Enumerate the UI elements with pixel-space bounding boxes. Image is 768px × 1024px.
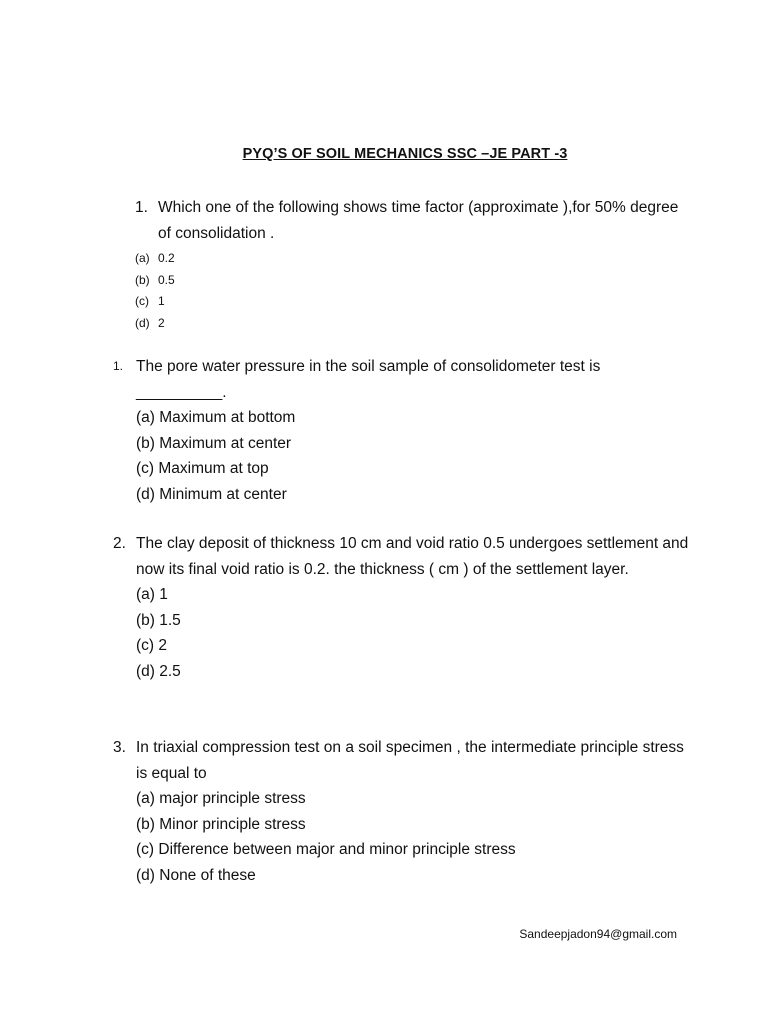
option-item <box>135 270 695 292</box>
option-item: (d) None of these <box>136 866 256 884</box>
option-value: 0.5 <box>158 272 175 287</box>
option-item: (a) Maximum at bottom <box>136 409 296 426</box>
question-number: 1. <box>113 359 124 373</box>
option-item: (d) Minimum at center <box>136 485 287 503</box>
question-block <box>113 735 693 888</box>
question-text: The clay deposit of thickness 10 cm and void ratio 0.5 undergoes settlement and now its final void ratio is 0.2. the thickness ( cm ) of the settlement layer. <box>136 535 689 578</box>
option-list <box>135 248 695 334</box>
option-item <box>135 313 695 335</box>
question-text: Which one of the following shows time factor (approximate ),for 50% degree of consolidation . <box>158 199 679 242</box>
option-value: 0.2 <box>158 251 175 265</box>
option-list <box>136 405 693 507</box>
question-number: 2. <box>113 535 126 552</box>
option-label: (a) <box>135 251 150 265</box>
option-item: (a) major principle stress <box>136 790 306 807</box>
option-item: (c) Maximum at top <box>136 460 269 477</box>
option-label: (c) <box>135 294 149 308</box>
question-number: 3. <box>113 739 126 756</box>
question-text: The pore water pressure in the soil sample of consolidometer test is __________. <box>136 358 601 401</box>
question-text: In triaxial compression test on a soil specimen , the intermediate principle stress is equal to <box>136 739 684 782</box>
option-item <box>135 291 695 313</box>
option-label: (b) <box>135 272 150 287</box>
option-item: (b) 1.5 <box>136 611 181 629</box>
question-block <box>135 195 695 334</box>
question-number: 1. <box>135 199 148 216</box>
option-label: (d) <box>135 315 150 330</box>
option-item: (b) Minor principle stress <box>136 815 306 833</box>
option-item: (c) 2 <box>136 637 167 654</box>
option-value: 2 <box>158 315 165 330</box>
author-email: Sandeepjadon94@gmail.com <box>519 927 677 941</box>
option-list <box>136 582 693 684</box>
option-item <box>135 248 695 270</box>
question-block <box>113 354 693 507</box>
question-block <box>113 531 693 684</box>
option-item: (c) Difference between major and minor principle stress <box>136 841 516 858</box>
option-value: 1 <box>158 294 165 308</box>
option-item: (a) 1 <box>136 586 168 603</box>
page-title: PYQ’S OF SOIL MECHANICS SSC –JE PART -3 <box>242 146 568 162</box>
option-list <box>136 786 693 888</box>
option-item: (d) 2.5 <box>136 662 181 680</box>
option-item: (b) Maximum at center <box>136 434 292 452</box>
